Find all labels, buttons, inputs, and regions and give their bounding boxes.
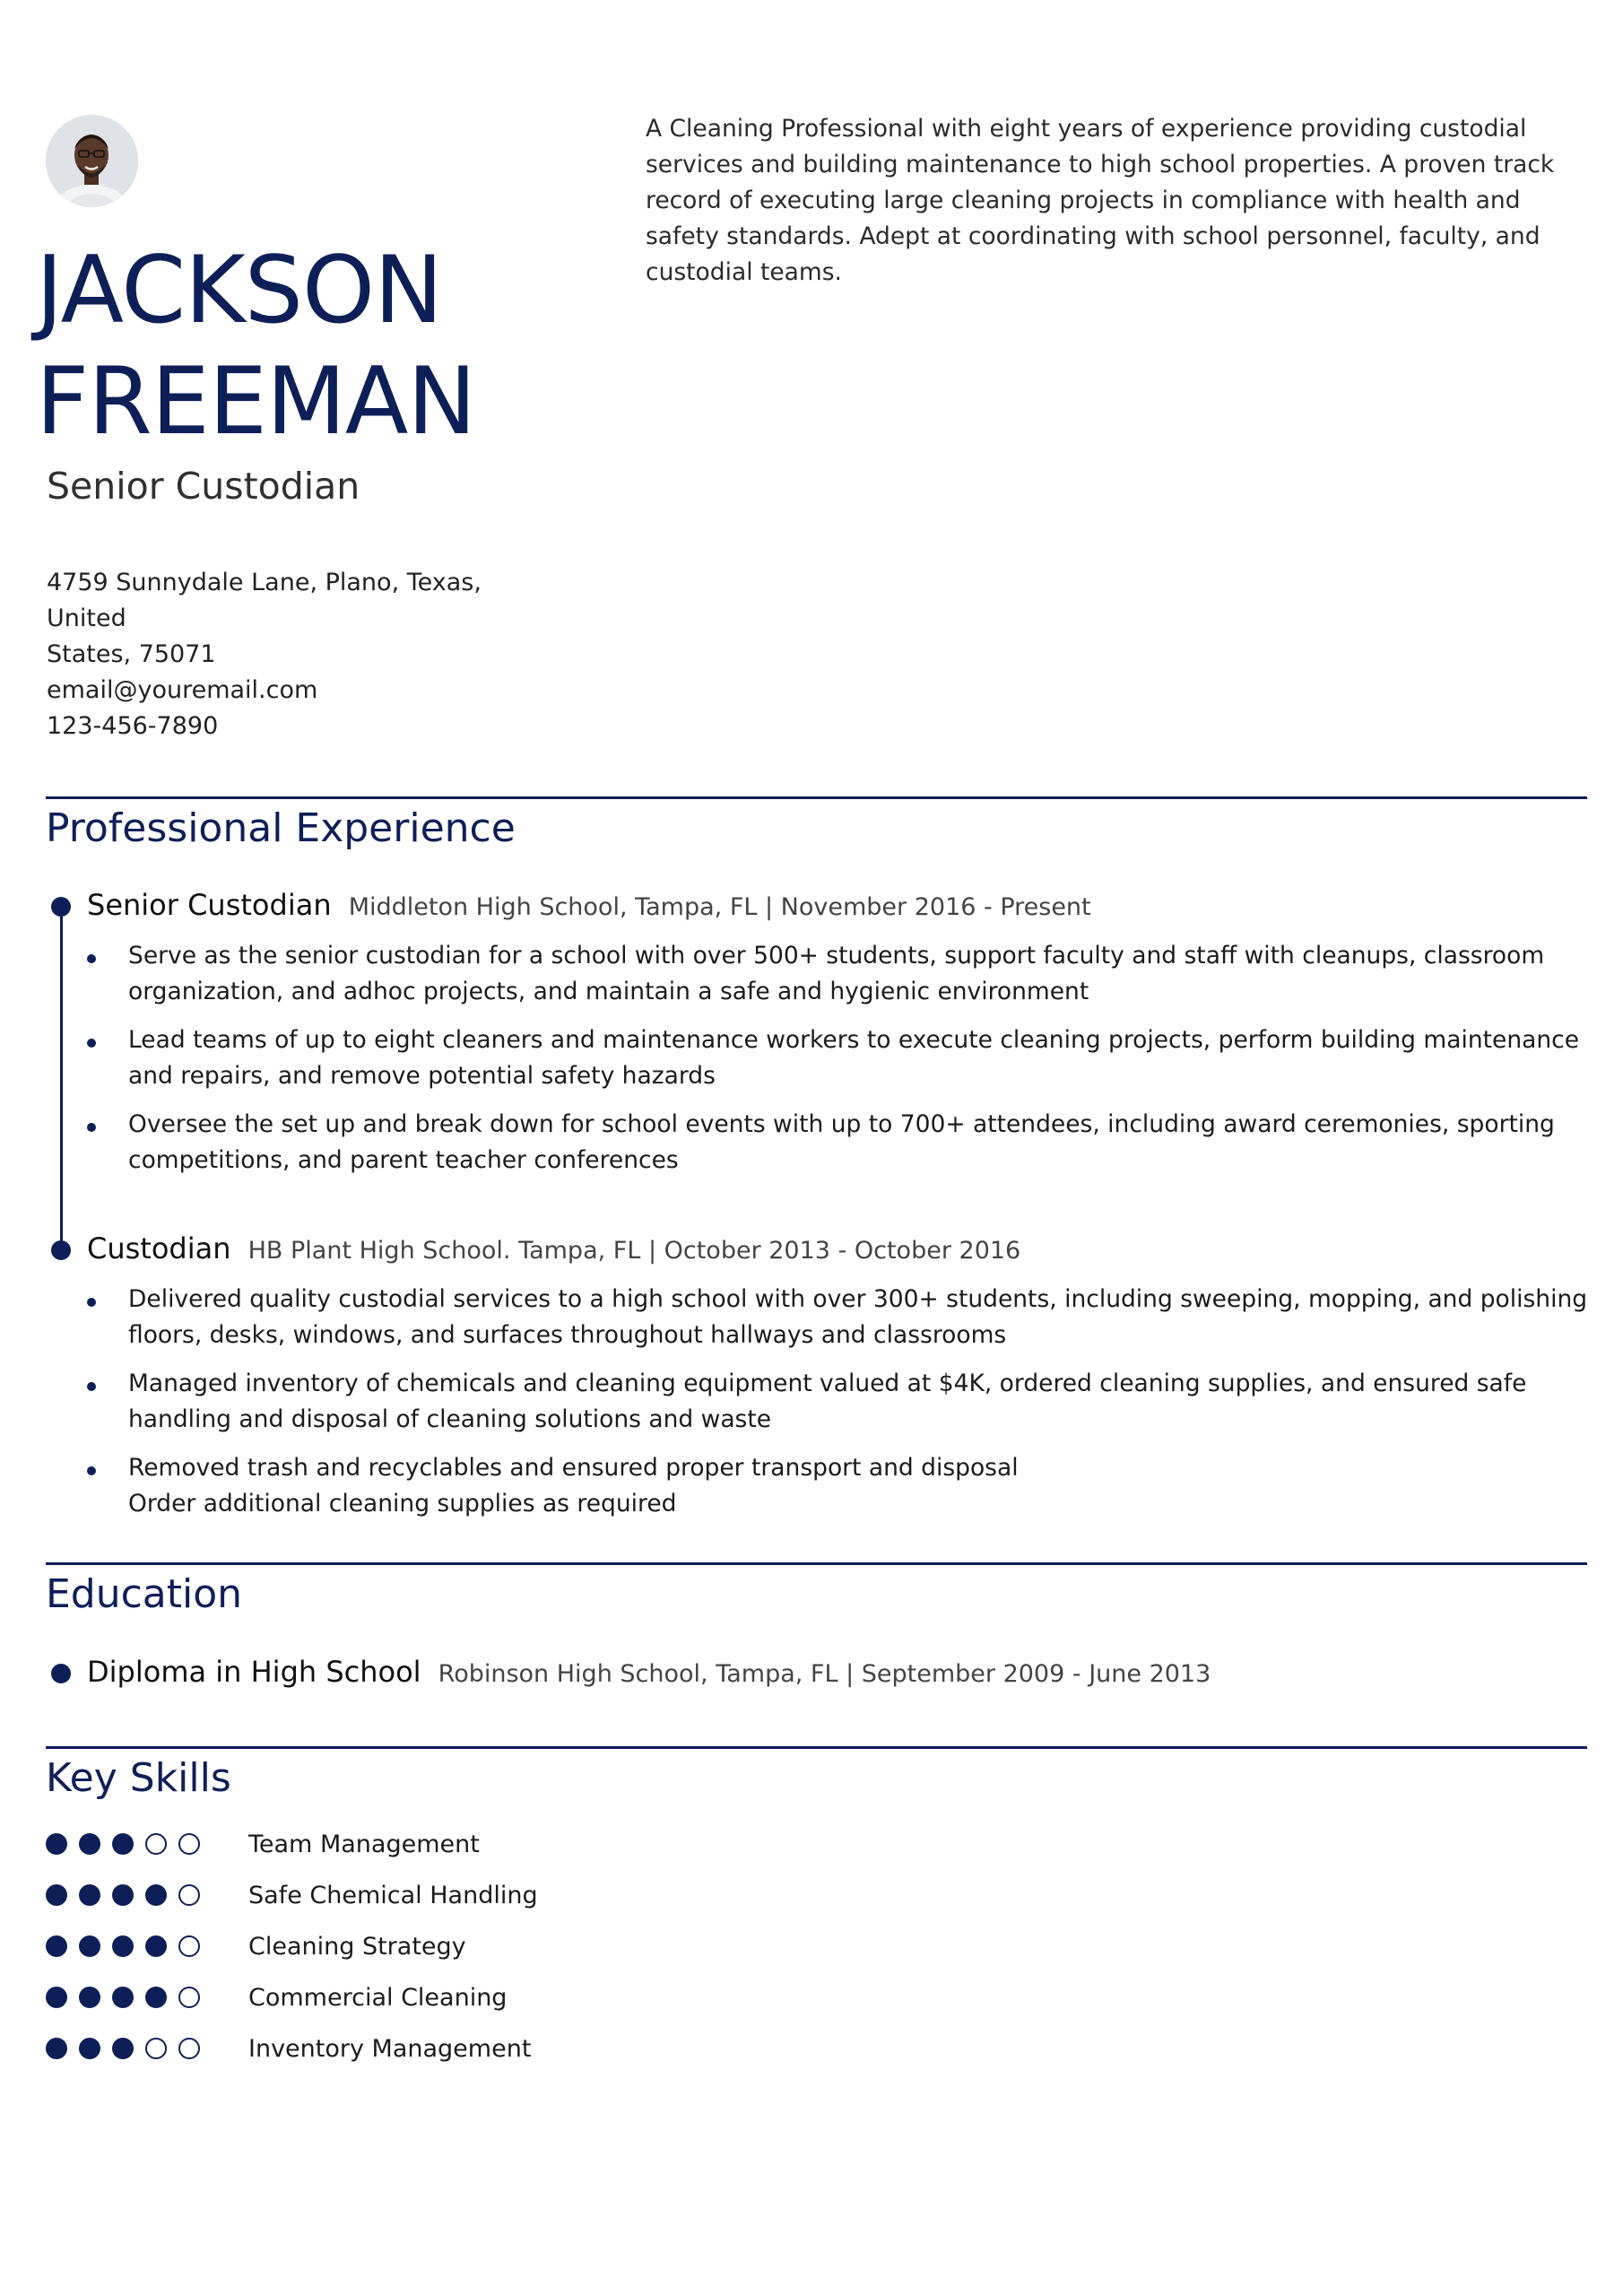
skill-rating (46, 1987, 248, 2008)
rating-dot-filled-icon (79, 1935, 100, 1957)
email-text: email@youremail.com (47, 676, 318, 704)
skill-label: Inventory Management (248, 2034, 532, 2063)
section-divider (46, 1746, 1587, 1749)
skill-rating (46, 2038, 248, 2059)
list-item-continuation: Order additional cleaning supplies as required (128, 1490, 677, 1518)
skill-label: Safe Chemical Handling (248, 1881, 538, 1909)
rating-dot-filled-icon (46, 1884, 67, 1906)
professional-summary: A Cleaning Professional with eight years of experience providing custodial services and building maintenance to high school properties. A proven track record of executing large cleaning projects in compliance with health and safety standards. Adept at coordinating with school personnel, faculty, and custodial teams. (646, 115, 1555, 286)
timeline-line (60, 908, 63, 1250)
rating-dot-filled-icon (46, 1935, 67, 1957)
skill-row (46, 1826, 480, 1862)
job-header (87, 888, 1091, 922)
rating-dot-filled-icon (145, 1987, 167, 2008)
job-bullets (87, 1282, 1593, 1522)
rating-dot-filled-icon (112, 1833, 134, 1855)
rating-dot-empty-icon (178, 2038, 200, 2059)
job-title: Senior Custodian (47, 465, 360, 508)
degree-title: Diploma in High School (87, 1655, 421, 1689)
rating-dot-filled-icon (79, 2038, 100, 2059)
rating-dot-empty-icon (145, 2038, 167, 2059)
list-item: Delivered quality custodial services to a high school with over 300+ students, including sweeping, mopping, and polishing floors, desks, windows, and surfaces throughout hallways and classrooms (87, 1282, 1593, 1353)
skill-row (46, 2031, 531, 2066)
rating-dot-filled-icon (79, 1833, 100, 1855)
first-name: JACKSON (36, 237, 443, 344)
timeline-dot (51, 897, 71, 917)
skill-rating (46, 1935, 248, 1957)
list-item: Oversee the set up and break down for school events with up to 700+ attendees, including award ceremonies, sporting competitions, and parent teacher conferences (87, 1107, 1593, 1178)
contact-info (47, 565, 549, 744)
job-meta: HB Plant High School. Tampa, FL | October 2013 - October 2016 (247, 1237, 1021, 1265)
rating-dot-filled-icon (112, 2038, 134, 2059)
skills-heading: Key Skills (46, 1755, 231, 1801)
candidate-name (36, 235, 475, 457)
job-bullets (87, 938, 1593, 1191)
rating-dot-filled-icon (79, 1884, 100, 1906)
skill-row (46, 1979, 507, 2015)
job-title: Custodian (87, 1231, 231, 1265)
last-name: FREEMAN (36, 348, 476, 456)
skill-label: Cleaning Strategy (248, 1932, 466, 1961)
rating-dot-empty-icon (178, 1987, 200, 2008)
skill-row (46, 1928, 466, 1964)
skill-label: Team Management (248, 1830, 480, 1858)
rating-dot-empty-icon (178, 1884, 200, 1906)
rating-dot-filled-icon (112, 1884, 134, 1906)
job-header (87, 1231, 1020, 1265)
job-meta: Middleton High School, Tampa, FL | November 2016 - Present (348, 893, 1091, 921)
education-meta: Robinson High School, Tampa, FL | September 2009 - June 2013 (438, 1660, 1211, 1688)
rating-dot-filled-icon (79, 1987, 100, 2008)
rating-dot-empty-icon (178, 1833, 200, 1855)
rating-dot-filled-icon (46, 2038, 67, 2059)
job-title: Senior Custodian (87, 888, 332, 922)
education-heading: Education (46, 1571, 243, 1617)
section-divider (46, 796, 1587, 799)
skill-rating (46, 1884, 248, 1906)
timeline-dot (51, 1240, 71, 1260)
phone-text: 123-456-7890 (47, 712, 219, 740)
skill-row (46, 1877, 538, 1913)
profile-photo-icon (46, 115, 138, 207)
education-entry (87, 1655, 1211, 1689)
skill-label: Commercial Cleaning (248, 1983, 508, 2012)
rating-dot-filled-icon (46, 1987, 67, 2008)
education-dot (51, 1664, 71, 1683)
address-line-1: 4759 Sunnydale Lane, Plano, Texas, United (47, 569, 482, 632)
address-line-2: States, 75071 (47, 640, 216, 668)
rating-dot-empty-icon (145, 1833, 167, 1855)
rating-dot-filled-icon (112, 1935, 134, 1957)
rating-dot-filled-icon (112, 1987, 134, 2008)
rating-dot-empty-icon (178, 1935, 200, 1957)
list-item: Managed inventory of chemicals and cleaning equipment valued at $4K, ordered cleaning supplies, and ensured safe handling and disposal of cleaning solutions and waste (87, 1366, 1593, 1438)
list-item: Lead teams of up to eight cleaners and maintenance workers to execute cleaning projects, perform building maintenance and repairs, and remove potential safety hazards (87, 1022, 1593, 1094)
rating-dot-filled-icon (145, 1935, 167, 1957)
experience-heading: Professional Experience (46, 805, 516, 851)
skill-rating (46, 1833, 248, 1855)
rating-dot-filled-icon (145, 1884, 167, 1906)
rating-dot-filled-icon (46, 1833, 67, 1855)
list-item: Removed trash and recyclables and ensured proper transport and disposal (87, 1450, 1593, 1486)
section-divider (46, 1562, 1587, 1565)
list-item: Serve as the senior custodian for a school with over 500+ students, support faculty and staff with cleanups, classroom organization, and adhoc projects, and maintain a safe and hygienic environment (87, 938, 1593, 1010)
avatar (46, 115, 138, 207)
